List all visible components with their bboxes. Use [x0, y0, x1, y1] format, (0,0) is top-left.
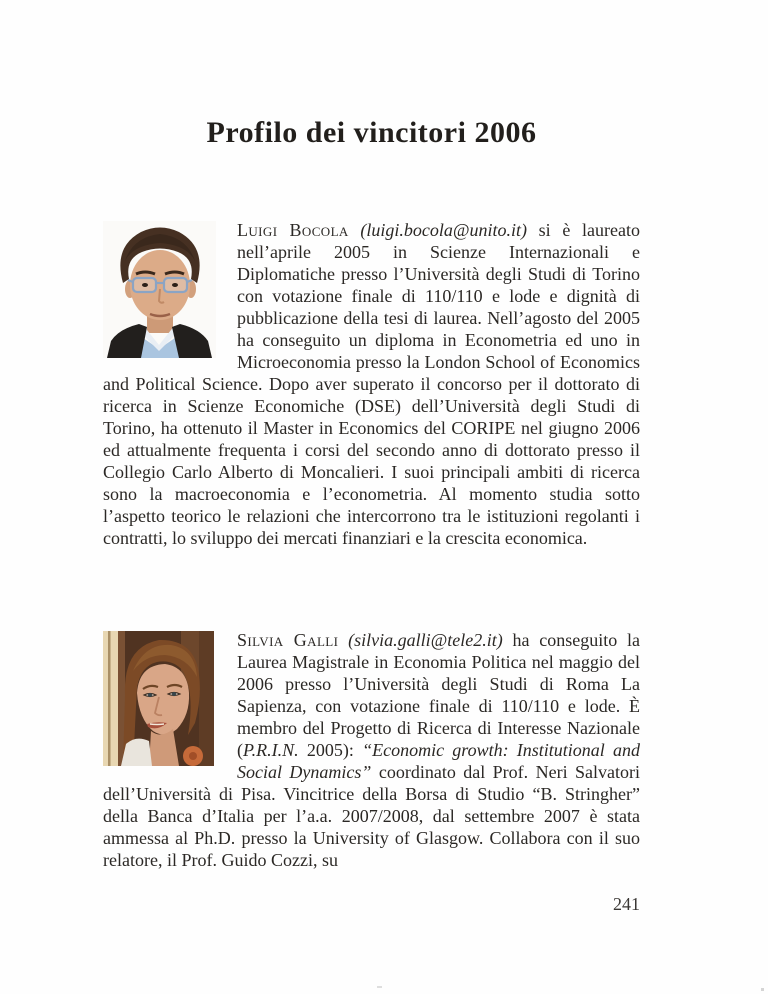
luigi-bocola-photo: [103, 221, 216, 358]
profile-email: (silvia.galli@tele2.it): [338, 630, 503, 650]
page-title: Profilo dei vincitori 2006: [206, 116, 537, 149]
scan-speck: [761, 988, 764, 991]
scan-speck: [377, 986, 382, 988]
profile-section-luigi-bocola: [103, 219, 640, 549]
silvia-galli-photo: [103, 631, 214, 766]
page-number: 241: [613, 894, 640, 914]
profile-email: (luigi.bocola@unito.it): [348, 220, 527, 240]
bio-text-intro: ha conseguito la Laurea Magistrale in Economia Politica nel maggio del 2006 presso l’Università degli Studi di Roma La Sapienza, con votazione finale di 110/110 e lode. È membro del Progetto di Ricerca di Interesse Nazionale (: [237, 630, 640, 760]
project-title: “Economic growth: Institutional and Social Dynamics”: [237, 740, 641, 782]
bio-text-rest: coordinato dal Prof. Neri Salvatori dell’Università di Pisa. Vincitrice della Borsa di Studio “B. Stringher” della Banca d’Italia per l’a.a. 2007/2008, dal settembre 2007 è stata ammessa al Ph.D. presso la University of Glasgow. Collabora con il suo relatore, il Prof. Guido Cozzi, su: [103, 762, 641, 870]
prin-year: 2005):: [298, 740, 363, 760]
profile-name: Silvia Galli: [237, 630, 339, 650]
profile-section-silvia-galli: [103, 629, 640, 871]
profile-name: Luigi Bocola: [237, 220, 349, 240]
bio-text: si è laureato nell’aprile 2005 in Scienze Internazionali e Diplomatiche presso l’Università degli Studi di Torino con votazione finale di 110/110 e lode e dignità di pubblicazione della tesi di laurea. Nell’agosto del 2005 ha conseguito un diploma in Econometria ed uno in Microeconomia presso la London School of Economics and Political Science. Dopo aver superato il concorso per il dottorato di ricerca in Scienze Economiche (DSE) dell’Università degli Studi di Torino, ha ottenuto il Master in Economics del CORIPE nel giugno 2006 ed attualmente frequenta i corsi del secondo anno di dottorato presso il Collegio Carlo Alberto di Moncalieri. I suoi principali ambiti di ricerca sono la macroeconomia e l’econometria. Al momento studia sotto l’aspetto teorico le relazioni che intercorrono tra le istituzioni regolanti i contratti, lo sviluppo dei mercati finanziari e la crescita economica.: [103, 220, 641, 548]
prin-abbreviation: P.R.I.N.: [243, 740, 299, 760]
